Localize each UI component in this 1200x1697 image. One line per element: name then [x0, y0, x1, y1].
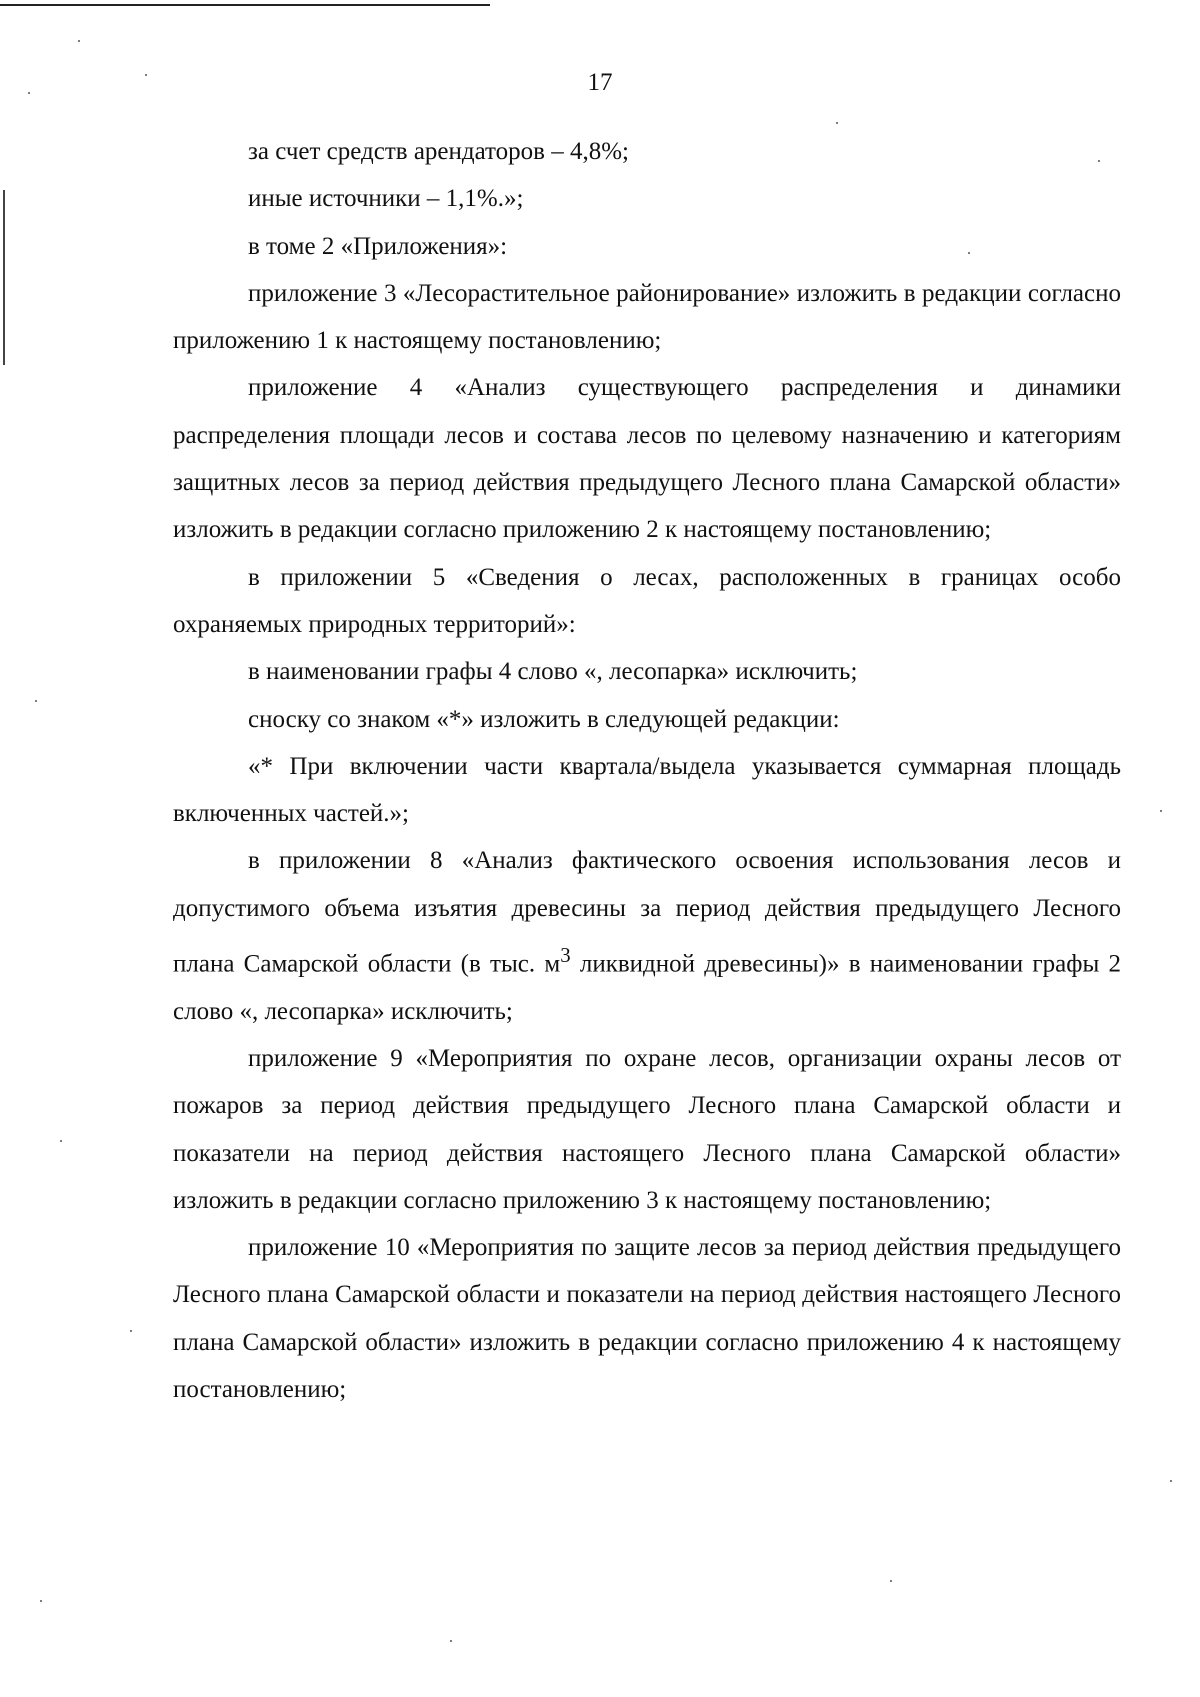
scan-speck [1160, 810, 1162, 812]
scan-speck [28, 92, 30, 94]
scan-edge-line-left [3, 190, 5, 365]
paragraph: за счет средств арендаторов – 4,8%; [248, 138, 629, 165]
scan-speck [890, 1580, 892, 1582]
scan-speck [145, 74, 147, 76]
paragraph-text-after: ликвидной древесины)» в наименовании графы 2 слово «, лесопарка» исключить; [173, 950, 1121, 1025]
scan-speck [836, 122, 838, 124]
paragraph: в наименовании графы 4 слово «, лесопарка» исключить; [248, 658, 858, 686]
scan-speck [450, 1640, 452, 1642]
scan-speck [35, 700, 37, 702]
scan-speck [1098, 160, 1100, 162]
paragraph: «* При включении части квартала/выдела указывается суммарная площадь включенных частей.»; [173, 752, 1121, 828]
paragraph: сноску со знаком «*» изложить в следующей редакции: [248, 705, 840, 733]
scan-speck [1170, 1480, 1172, 1482]
paragraph: приложение 3 «Лесорастительное районирование» изложить в редакции согласно приложению 1 к настоящему постановлению; [173, 279, 1121, 355]
paragraph: приложение 4 «Анализ существующего распределения и динамики распределения площади лесов и состава лесов по целевому назначению и категориям защитных лесов за период действия предыдущего Лесного плана Самарской области» изложить в редакции согласно приложению 2 к настоящему постановлению; [173, 374, 1121, 544]
scan-speck [130, 1330, 132, 1332]
scan-speck [60, 1140, 62, 1142]
page-number: 17 [587, 69, 613, 96]
paragraph: в томе 2 «Приложения»: [248, 232, 508, 260]
paragraph-text-before: в приложении 8 «Анализ фактического освоения использования лесов и допустимого объема изъятия древесины за период действия предыдущего Лесного плана Самарской области (в тыс. м [173, 847, 1121, 978]
paragraph: приложение 9 «Мероприятия по охране лесов, организации охраны лесов от пожаров за период действия предыдущего Лесного плана Самарской области и показатели на период действия настоящего Лесного плана Самарской области» изложить в редакции согласно приложению 3 к настоящему постановлению; [173, 1044, 1121, 1214]
document-body [173, 128, 1121, 1413]
scan-speck [968, 252, 970, 254]
scan-speck [40, 1600, 42, 1602]
paragraph: приложение 10 «Мероприятия по защите лесов за период действия предыдущего Лесного плана Самарской области и показатели на период действия настоящего Лесного плана Самарской области» изложить в редакции согласно приложению 4 к настоящему постановлению; [173, 1234, 1121, 1404]
paragraph: иные источники – 1,1%.»; [248, 185, 524, 213]
scan-edge-line-top [0, 4, 490, 6]
paragraph-with-superscript [173, 837, 1121, 1035]
superscript-unit: 3 [560, 943, 571, 968]
scan-speck [78, 40, 80, 42]
paragraph: в приложении 5 «Сведения о лесах, расположенных в границах особо охраняемых природных территорий»: [173, 563, 1121, 638]
